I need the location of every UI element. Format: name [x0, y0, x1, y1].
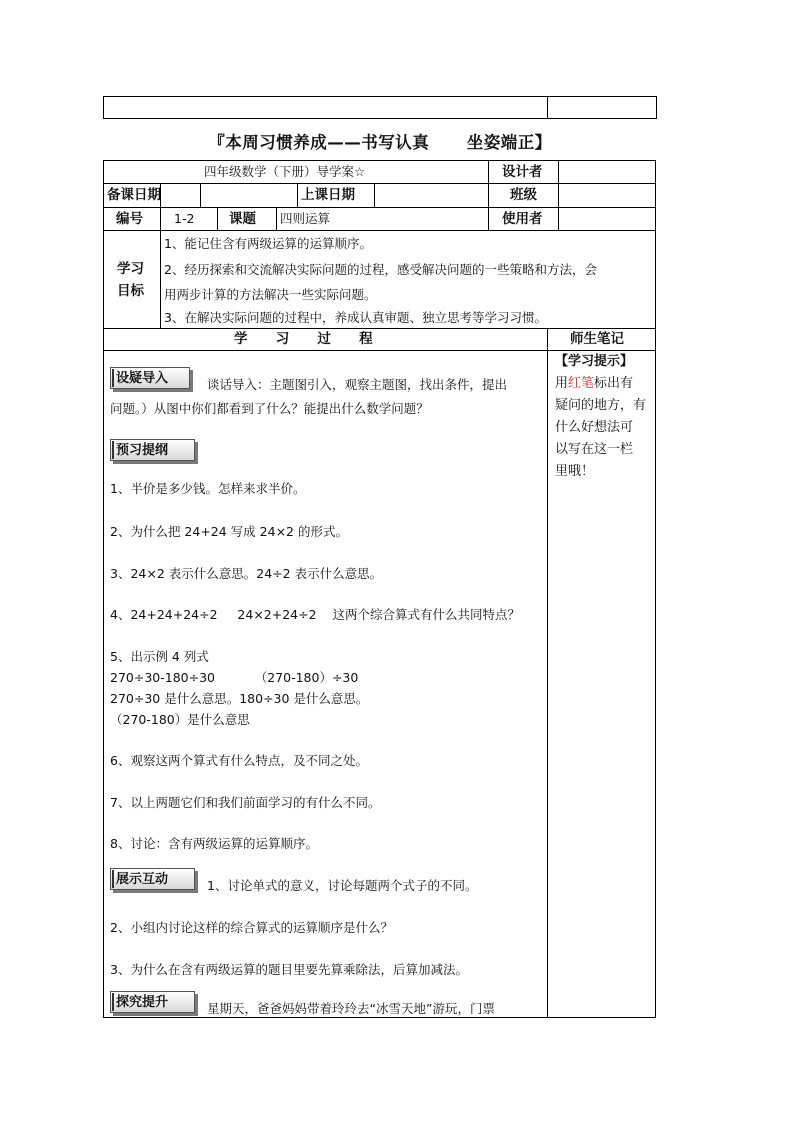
notes-line-4: 以写在这一栏: [555, 442, 634, 457]
designer-label: 设计者: [502, 164, 543, 180]
intro-line-1: 谈话导入：主题图引入，观察主题图，找出条件，提出: [207, 377, 508, 392]
notes-line-5: 里哦！: [555, 464, 595, 479]
col-divider: [374, 183, 375, 207]
goal-item-2: 2、经历探索和交流解决实际问题的过程，感受解决问题的一些策略和方法，会: [164, 262, 597, 277]
number-label: 编号: [116, 211, 143, 227]
intro-line-2: 问题。）从图中你们都看到了什么？能提出什么数学问题？: [110, 401, 429, 416]
notes-line-1: [555, 373, 633, 395]
class-date-label: 上课日期: [301, 187, 355, 203]
col-divider: [276, 207, 277, 230]
preview-item-5d: （270-180）是什么意思: [110, 712, 250, 727]
goal-item-2-cont: 用两步计算的方法解决一些实际问题。: [164, 287, 377, 302]
course-title: 四年级数学（下册）导学案☆: [204, 164, 366, 179]
topic-label: 课题: [229, 211, 256, 227]
preview-item-6: 6、观察这两个算式有什么特点，及不同之处。: [110, 753, 368, 768]
preview-item-4: 4、24+24+24÷2 24×2+24÷2 这两个综合算式有什么共同特点？: [110, 607, 520, 622]
page-header-divider: [547, 97, 548, 118]
col-divider: [547, 328, 548, 1017]
show-section-tab: 展示互动: [110, 868, 195, 890]
goal-item-1: 1、能记住含有两级运算的运算顺序。: [164, 236, 372, 251]
show-line-2: 2、小组内讨论这样的综合算式的运算顺序是什么？: [110, 920, 393, 935]
col-divider: [200, 183, 201, 207]
user-label: 使用者: [502, 211, 543, 227]
designer-field[interactable]: [560, 161, 654, 183]
preview-item-7: 7、以上两题它们和我们前面学习的有什么不同。: [110, 795, 381, 810]
notes-line-2: 疑问的地方，有: [555, 398, 647, 413]
col-divider: [488, 161, 489, 230]
col-divider: [558, 161, 559, 230]
preview-item-3: 3、24×2 表示什么意思。24÷2 表示什么意思。: [110, 566, 383, 581]
prep-date-label: 备课日期: [107, 187, 161, 203]
explore-section-tab: 探究提升: [110, 991, 195, 1013]
row-divider: [104, 230, 655, 231]
notes-title: 【学习提示】: [555, 354, 634, 369]
red-pen-emphasis: 红笔: [568, 376, 595, 391]
goal-item-3: 3、在解决实际问题的过程中，养成认真审题、独立思考等学习习惯。: [164, 310, 547, 325]
class-date-field[interactable]: [376, 184, 486, 206]
explore-line-1: 星期天，爸爸妈妈带着玲玲去“冰雪天地”游玩，门票: [207, 1001, 495, 1016]
notes-line-1-post: 标出有: [594, 376, 634, 391]
class-label: 班级: [510, 187, 537, 203]
user-field[interactable]: [560, 208, 654, 230]
show-line-3: 3、为什么在含有两级运算的题目里要先算乘除法，后算加减法。: [110, 962, 468, 977]
notes-line-3: 什么好想法可: [555, 420, 634, 435]
col-divider: [297, 183, 298, 207]
notes-header: 师生笔记: [570, 331, 624, 347]
weekly-habit-banner: 『本周习惯养成——书写认真 坐姿端正】: [208, 133, 552, 152]
preview-item-8: 8、讨论：含有两级运算的运算顺序。: [110, 836, 318, 851]
topic-value: 四则运算: [280, 211, 331, 226]
show-line-1: 1、讨论单式的意义，讨论每题两个式子的不同。: [207, 878, 478, 893]
lesson-plan-table: [103, 160, 656, 1018]
class-field[interactable]: [560, 184, 654, 206]
number-value: 1-2: [174, 211, 195, 226]
preview-section-tab: 预习提纲: [110, 439, 195, 461]
intro-section-tab: 设疑导入: [110, 367, 190, 389]
notes-line-1-pre: 用: [555, 376, 569, 391]
preview-item-1: 1、半价是多少钱。怎样来求半价。: [110, 481, 306, 496]
prep-date-field[interactable]: [202, 184, 296, 206]
preview-item-2: 2、为什么把 24+24 写成 24×2 的形式。: [110, 524, 348, 539]
goals-label-2: 目标: [117, 283, 144, 299]
preview-item-5a: 5、出示例 4 列式: [110, 649, 209, 664]
col-divider: [217, 207, 218, 230]
preview-item-5c: 270÷30 是什么意思。180÷30 是什么意思。: [110, 691, 369, 706]
page-header-box: [103, 96, 657, 119]
goals-label-1: 学习: [117, 261, 144, 277]
preview-item-5b: 270÷30-180÷30 （270-180）÷30: [110, 670, 359, 685]
process-header: 学 习 过 程: [234, 331, 373, 347]
